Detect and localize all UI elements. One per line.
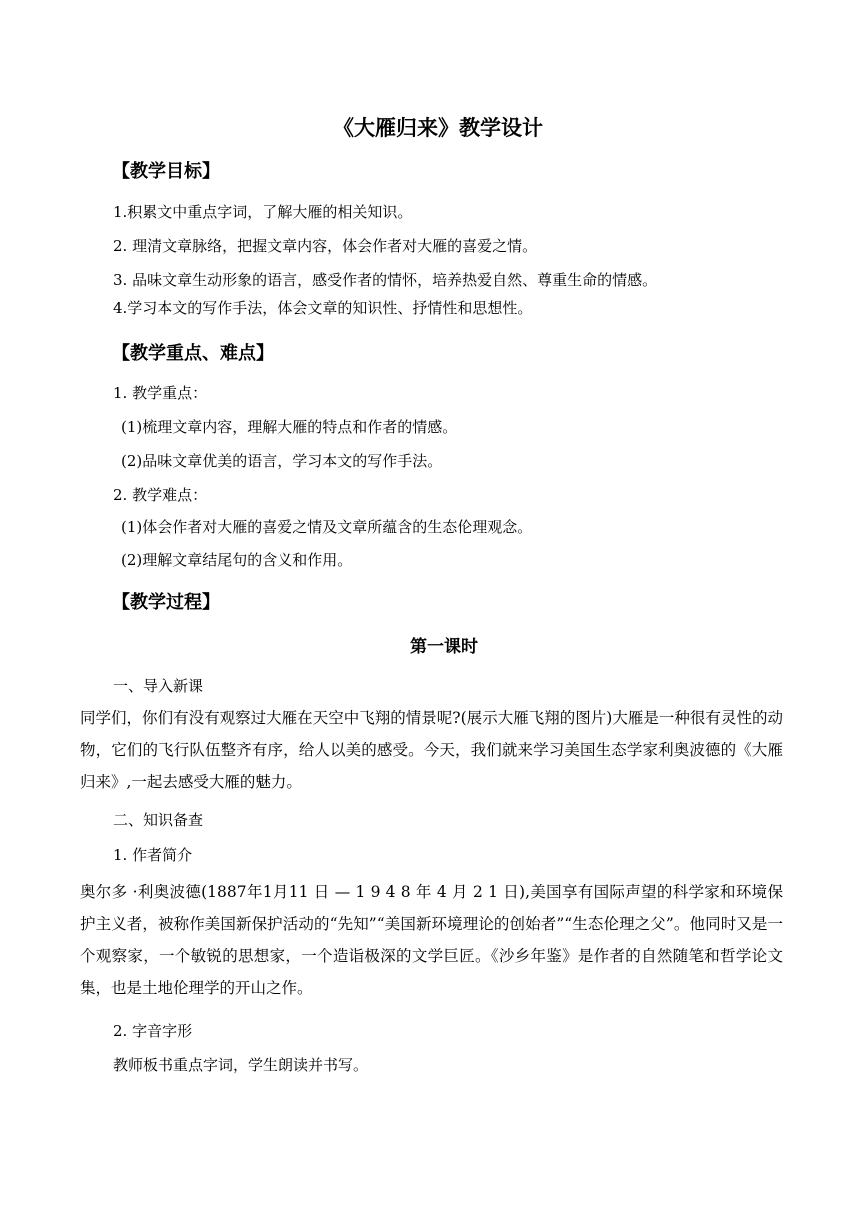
section-heading-key-points: 【教学重点、难点】: [112, 343, 274, 364]
section-heading-process: 【教学过程】: [112, 592, 220, 613]
focus-item: (1)梳理文章内容，理解大雁的特点和作者的情感。: [121, 418, 458, 436]
difficulty-item: (1)体会作者对大雁的喜爱之情及文章所蕴含的生态伦理观念。: [121, 518, 533, 536]
intro-paragraph: 同学们，你们有没有观察过大雁在天空中飞翔的情景呢?(展示大雁飞翔的图片)大雁是一种很有灵性的动物，它们的飞行队伍整齐有序，给人以美的感受。今天，我们就来学习美国生态学家利奥波德的《大雁归来》,一起去感受大雁的魅力。: [80, 709, 783, 791]
author-paragraph: 奥尔多 ·利奥波德(1887年1月11 日 — 1 9 4 8 年 4 月 2 1 日),美国享有国际声望的科学家和环境保护主义者，被称作美国新保护活动的“先知”“美国新环境理论的创始者”“生态伦理之父”。他同时又是一个观察家，一个敏锐的思想家，一个造诣极深的文学巨匠。《沙乡年鉴》是作者的自然随笔和哲学论文集，也是土地伦理学的开山之作。: [80, 883, 783, 997]
lesson-title: 第一课时: [410, 637, 478, 657]
pronunciation-text: 教师板书重点字词，学生朗读并书写。: [113, 1056, 369, 1074]
pronunciation-heading: 2. 字音字形: [113, 1022, 193, 1040]
difficulty-label: 2. 教学难点：: [113, 486, 208, 504]
part-heading-knowledge: 二、知识备查: [113, 811, 204, 829]
goal-item: 4.学习本文的写作手法，体会文章的知识性、抒情性和思想性。: [113, 299, 533, 317]
author-heading: 1. 作者简介: [113, 846, 193, 864]
focus-item: (2)品味文章优美的语言，学习本文的写作手法。: [121, 452, 443, 470]
document-title: 《大雁归来》教学设计: [333, 116, 543, 140]
part-heading-intro: 一、导入新课: [113, 677, 204, 695]
focus-label: 1. 教学重点：: [113, 384, 208, 402]
goal-item: 1.积累文中重点字词，了解大雁的相关知识。: [113, 203, 413, 221]
goal-item: 3. 品味文章生动形象的语言，感受作者的情怀，培养热爱自然、尊重生命的情感。: [113, 271, 658, 289]
goal-item: 2. 理清文章脉络，把握文章内容，体会作者对大雁的喜爱之情。: [113, 237, 538, 255]
difficulty-item: (2)理解文章结尾句的含义和作用。: [121, 551, 353, 569]
section-heading-goals: 【教学目标】: [112, 161, 220, 182]
